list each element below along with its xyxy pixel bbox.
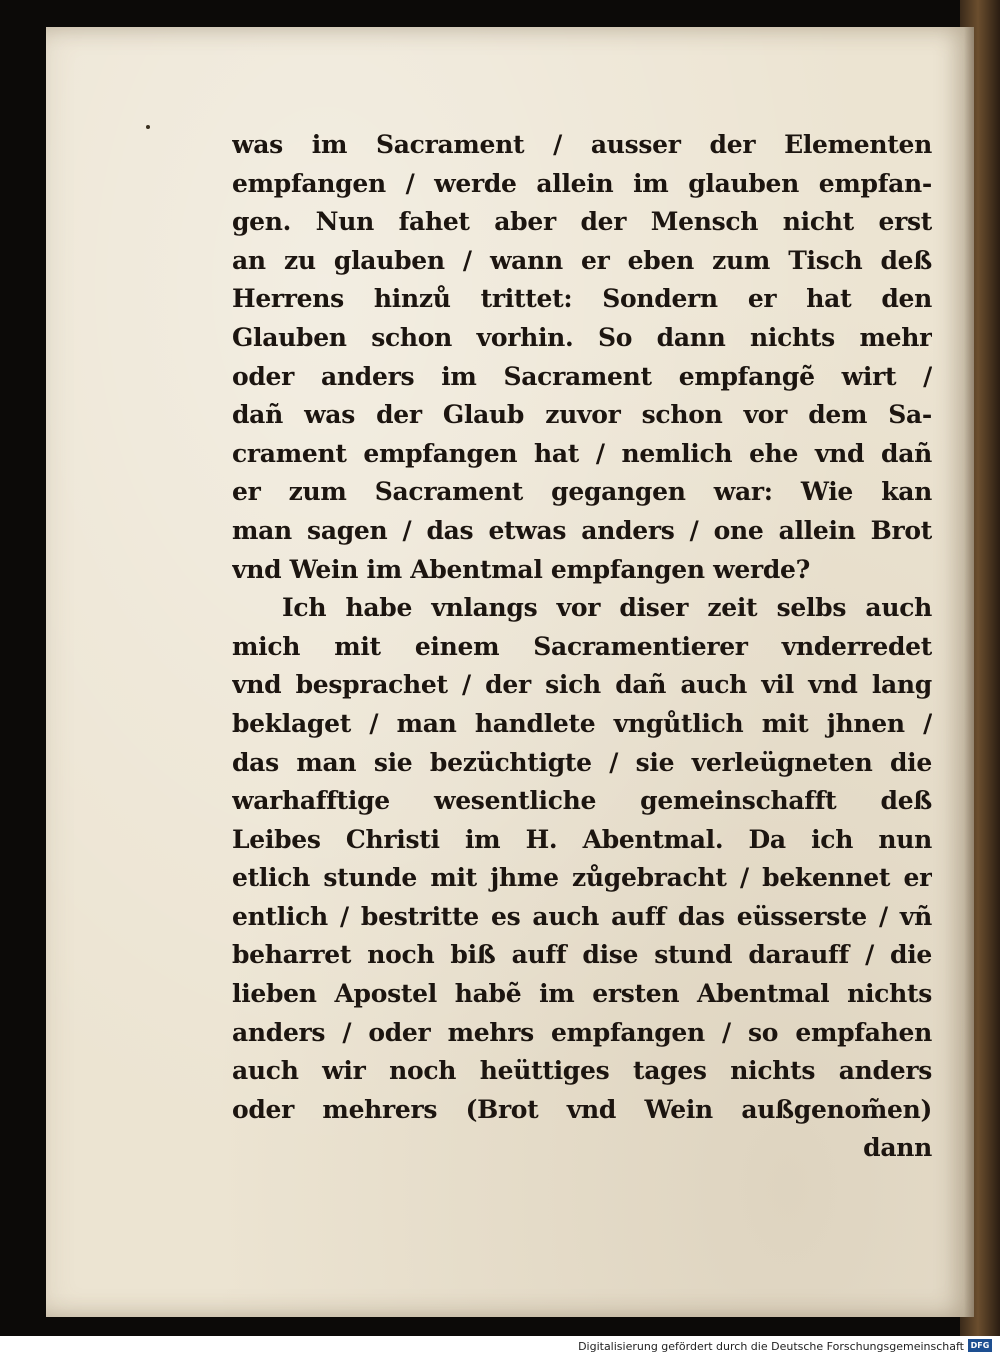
text-line: etlich stunde mit jhme zůgebracht / bekennet er	[232, 863, 932, 893]
text-line: anders / oder mehrs empfangen / so empfahen	[232, 1017, 932, 1047]
text-line: man sagen / das etwas anders / one allein Brot	[232, 515, 932, 545]
text-line: crament empfangen hat / nemlich ehe vnd dañ	[232, 438, 932, 468]
text-line: warhafftige wesentliche gemeinschafft deß	[232, 786, 932, 816]
text-line: dañ was der Glaub zuvor schon vor dem Sa-	[232, 400, 932, 430]
text-line: beharret noch biß auff dise stund darauff / die	[232, 940, 932, 970]
page-text	[232, 126, 932, 1168]
text-line: vnd besprachet / der sich dañ auch vil vnd lang	[232, 670, 932, 700]
text-line: Glauben schon vorhin. So dann nichts mehr	[232, 322, 932, 352]
paper-speck	[146, 125, 150, 129]
text-line: entlich / bestritte es auch auff das eüsserste / vñ	[232, 901, 932, 931]
text-line: oder anders im Sacrament empfangẽ wirt /	[232, 361, 932, 391]
text-line: lieben Apostel habẽ im ersten Abentmal nichts	[232, 979, 932, 1009]
text-line: beklaget / man handlete vngůtlich mit jhnen /	[232, 708, 932, 738]
funding-credit: Digitalisierung gefördert durch die Deutsche Forschungsgemeinschaft	[578, 1340, 964, 1353]
page-shadow	[964, 27, 974, 1317]
text-line: empfangen / werde allein im glauben empfan-	[232, 168, 932, 198]
text-line: Ich habe vnlangs vor diser zeit selbs auch	[282, 593, 932, 623]
catchword: dann	[863, 1133, 932, 1163]
text-line: mich mit einem Sacramentierer vnderredet	[232, 631, 932, 661]
text-line: was im Sacrament / ausser der Elementen	[232, 130, 932, 159]
text-line: Herrens hinzů trittet: Sondern er hat den	[232, 284, 932, 314]
text-line: vnd Wein im Abentmal empfangen werde?	[232, 554, 810, 584]
text-line: auch wir noch heüttiges tages nichts anders	[232, 1056, 932, 1086]
text-line: Leibes Christi im H. Abentmal. Da ich nun	[232, 824, 932, 854]
footer-bar	[0, 1336, 1000, 1356]
text-line: an zu glauben / wann er eben zum Tisch deß	[232, 245, 932, 275]
dfg-logo-icon: DFG	[968, 1339, 992, 1352]
text-line: das man sie bezüchtigte / sie verleügneten die	[232, 747, 932, 777]
text-line: gen. Nun fahet aber der Mensch nicht erst	[232, 207, 932, 237]
text-line: oder mehrers (Brot vnd Wein außgenom̃en)	[232, 1094, 932, 1124]
text-line: er zum Sacrament gegangen war: Wie kan	[232, 477, 932, 507]
